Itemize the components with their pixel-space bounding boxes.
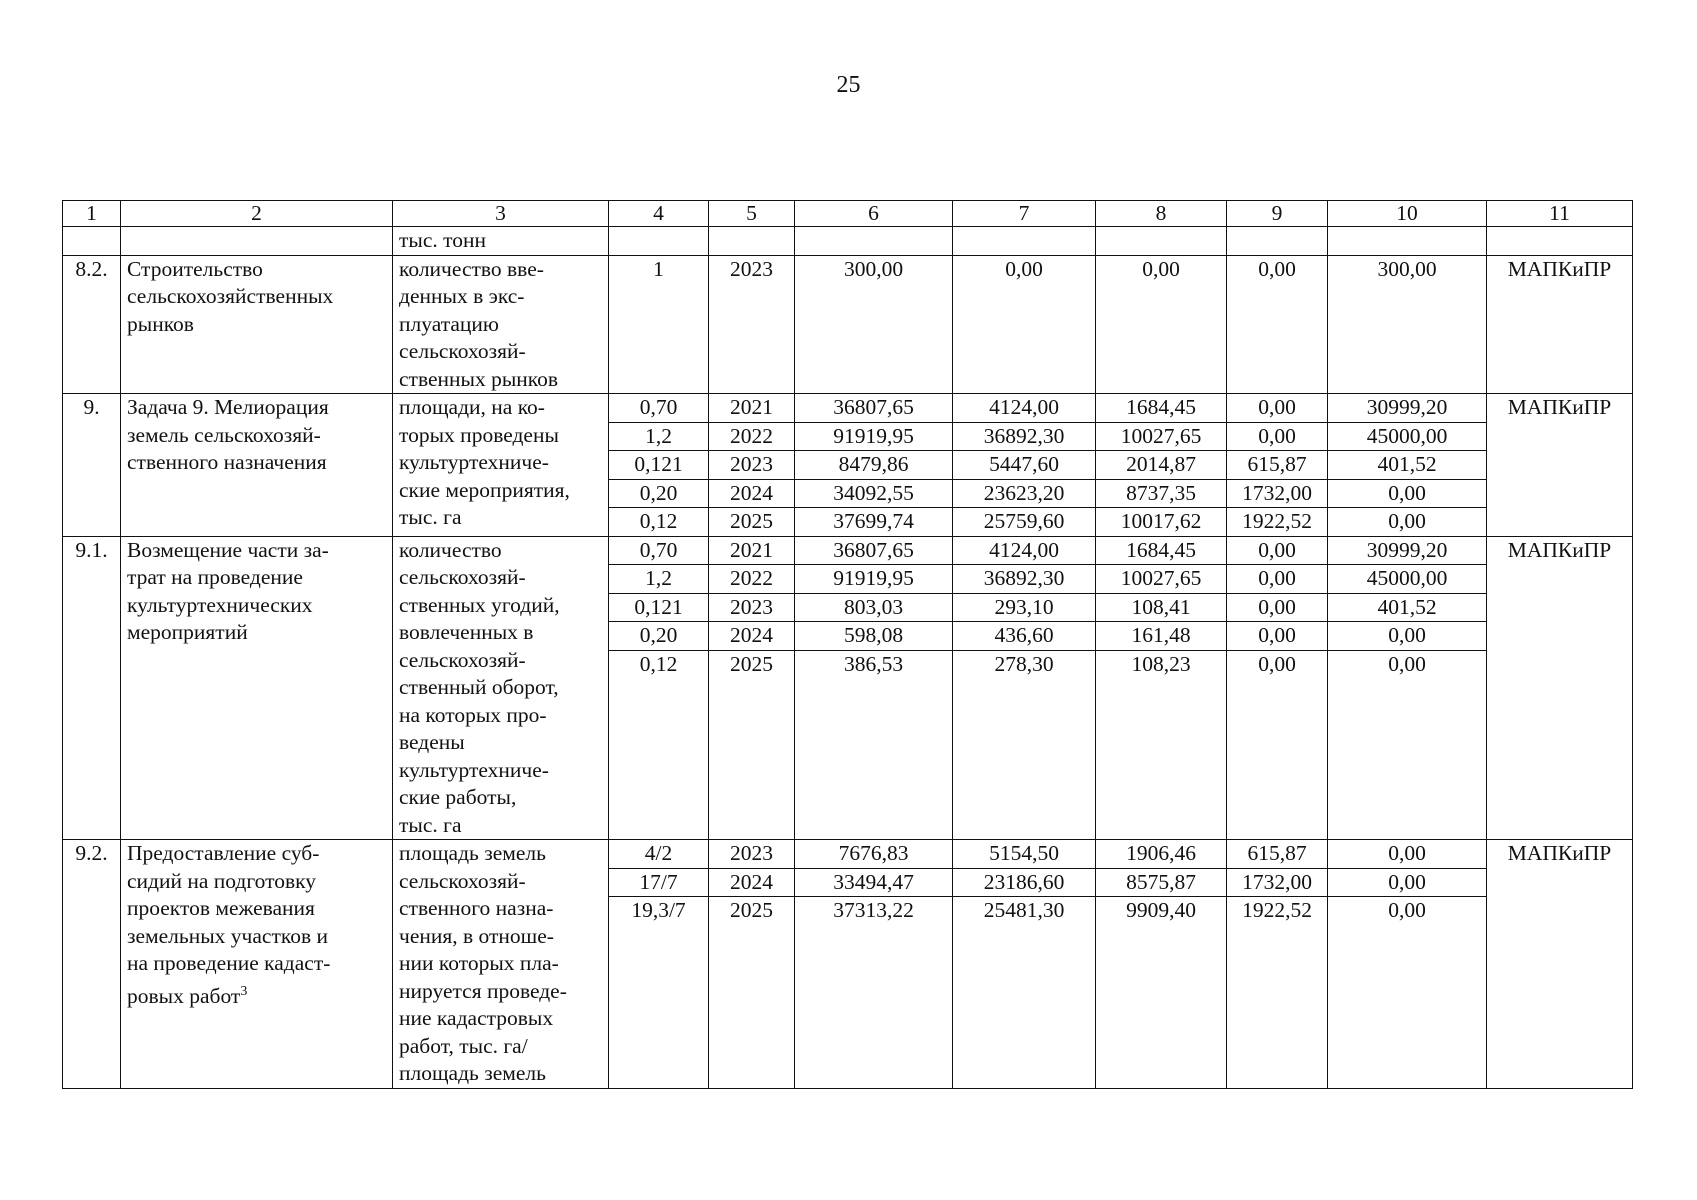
value-cell: 161,48 [1096,622,1226,651]
value-cell: 1906,46 [1096,840,1226,869]
value-column [1328,536,1487,840]
row-title [121,227,393,256]
responsible-org: МАПКиПР [1487,840,1633,1089]
table-row [63,255,1633,394]
value-column [795,840,953,1089]
column-number: 9 [1227,201,1328,227]
page-number: 25 [836,72,861,98]
responsible-org: МАПКиПР [1487,255,1633,394]
value-cell: 91919,95 [795,565,952,594]
value-cell: 10027,65 [1096,565,1226,594]
empty-cell [795,227,953,256]
empty-cell [609,227,709,256]
value-cell: 0,00 [1328,869,1486,898]
column-number: 1 [63,201,121,227]
value-cell: 8479,86 [795,451,952,480]
value-cell: 0,20 [609,480,708,509]
indicator-cell: количество вве- денных в экс- плуатацию сельскохозяй- ственных рынков [393,255,609,394]
value-cell: 2023 [709,451,794,480]
value-cell: 34092,55 [795,480,952,509]
empty-cell [1328,227,1487,256]
row-title-text: Возмещение части за- трат на проведение культуртехнических мероприятий [127,537,329,644]
value-cell: 1,2 [609,423,708,452]
value-cell: 2023 [709,255,795,394]
value-cell: 2024 [709,622,794,651]
value-cell: 401,52 [1328,451,1486,480]
table-row [63,536,1633,840]
value-cell: 2024 [709,869,794,898]
value-cell: 1684,45 [1096,394,1226,423]
value-column [1328,394,1487,537]
value-column [709,536,795,840]
value-cell: 2014,87 [1096,451,1226,480]
value-cell: 108,41 [1096,594,1226,623]
value-cell: 278,30 [994,651,1054,676]
row-title-text: Задача 9. Мелиорация земель сельскохозяй- ственного назначения [127,395,329,474]
program-table [62,200,1633,1089]
value-cell: 10017,62 [1120,509,1202,533]
row-number: 8.2. [63,255,121,394]
value-column [953,840,1096,1089]
value-cell: 1 [609,255,709,394]
value-cell: 2024 [709,480,794,509]
value-cell: 2021 [709,537,794,566]
value-cell: 23623,20 [953,480,1095,509]
value-cell: 17/7 [609,869,708,898]
value-cell: 2025 [730,898,773,922]
empty-cell [709,227,795,256]
value-cell: 2025 [730,509,773,533]
value-cell: 5447,60 [953,451,1095,480]
responsible-org: МАПКиПР [1487,536,1633,840]
value-cell: 8737,35 [1096,480,1226,509]
row-number: 9. [63,394,121,537]
value-column [795,536,953,840]
value-cell: 33494,47 [795,869,952,898]
responsible-org [1487,227,1633,256]
column-number: 7 [953,201,1096,227]
value-column [795,394,953,537]
value-cell: 1,2 [609,565,708,594]
value-column [1227,394,1328,537]
value-cell: 0,00 [1096,255,1227,394]
column-number: 3 [393,201,609,227]
column-number-header [63,201,1633,227]
value-column [609,394,709,537]
indicator-cell: тыс. тонн [393,227,609,256]
column-number: 10 [1328,201,1487,227]
value-cell: 2021 [709,394,794,423]
row-title [121,536,393,840]
row-title-text: Строительство сельскохозяйственных рынков [127,256,334,336]
value-cell: 2023 [709,840,794,869]
value-column [1227,536,1328,840]
value-column [709,394,795,537]
table-body [63,201,1633,1089]
value-cell: 0,00 [953,255,1096,394]
value-cell: 7676,83 [795,840,952,869]
value-cell: 30999,20 [1328,394,1486,423]
value-cell: 37313,22 [833,898,914,922]
value-cell: 615,87 [1227,840,1327,869]
value-cell: 1732,00 [1227,480,1327,509]
indicator-cell: количество сельскохозяй- ственных угодий, вовлеченных в сельскохозяй- ственный оборот, на которых про- ведены культуртехниче- ские работы, тыс. га [393,536,609,840]
value-cell: 0,00 [1227,622,1327,651]
row-title-text: Предоставление суб- сидий на подготовку проектов межевания земельных участков и на проведение кадаст- ровых работ [127,841,331,1008]
value-cell: 108,23 [1131,651,1191,676]
value-column [1227,840,1328,1089]
value-column [953,536,1096,840]
value-cell: 0,00 [1227,423,1327,452]
value-cell: 36807,65 [795,394,952,423]
value-cell: 0,00 [1227,537,1327,566]
table-row [63,227,1633,256]
value-column [1328,840,1487,1089]
value-cell: 2022 [709,565,794,594]
value-column [609,840,709,1089]
value-cell: 4/2 [609,840,708,869]
value-cell: 615,87 [1227,451,1327,480]
value-column [709,840,795,1089]
value-cell: 0,00 [1227,565,1327,594]
value-cell: 45000,00 [1328,423,1486,452]
empty-cell [953,227,1096,256]
value-cell: 300,00 [1328,255,1487,394]
value-cell: 37699,74 [833,509,914,533]
value-cell: 4124,00 [953,537,1095,566]
value-cell: 0,70 [609,537,708,566]
column-number: 8 [1096,201,1227,227]
value-cell: 25759,60 [983,509,1065,533]
value-cell: 36807,65 [795,537,952,566]
footnote-marker: 3 [240,983,248,999]
empty-cell [1227,227,1328,256]
value-cell: 0,00 [1388,898,1426,922]
value-cell: 30999,20 [1328,537,1486,566]
value-cell: 45000,00 [1328,565,1486,594]
value-cell: 293,10 [953,594,1095,623]
value-cell: 0,00 [1328,480,1486,509]
value-cell: 5154,50 [953,840,1095,869]
value-cell: 0,00 [1258,651,1296,676]
value-cell: 401,52 [1328,594,1486,623]
value-cell: 8575,87 [1096,869,1226,898]
value-cell: 19,3/7 [631,898,686,922]
value-cell: 2025 [730,651,773,676]
value-cell: 2023 [709,594,794,623]
row-number [63,227,121,256]
value-cell: 36892,30 [953,423,1095,452]
value-cell: 0,20 [609,622,708,651]
column-number: 5 [709,201,795,227]
value-cell: 9909,40 [1126,898,1196,922]
value-cell: 0,00 [1388,509,1426,533]
indicator-cell: площади, на ко- торых проведены культуртехниче- ские мероприятия, тыс. га [393,394,609,537]
value-cell: 0,00 [1388,651,1426,676]
value-cell: 4124,00 [953,394,1095,423]
value-cell: 803,03 [795,594,952,623]
value-cell: 91919,95 [795,423,952,452]
value-cell: 0,00 [1227,394,1327,423]
value-cell: 1732,00 [1227,869,1327,898]
value-cell: 0,00 [1227,255,1328,394]
value-cell: 0,121 [609,451,708,480]
column-number: 6 [795,201,953,227]
value-column [1096,536,1227,840]
value-cell: 23186,60 [953,869,1095,898]
value-cell: 1922,52 [1242,509,1312,533]
table-row [63,394,1633,537]
value-cell: 0,70 [609,394,708,423]
value-cell: 0,121 [609,594,708,623]
row-title [121,394,393,537]
value-cell: 36892,30 [953,565,1095,594]
indicator-cell: площадь земель сельскохозяй- ственного назна- чения, в отноше- нии которых пла- нируется проведе- ние кадастровых работ, тыс. га/ площадь земель [393,840,609,1089]
value-cell: 25481,30 [983,898,1065,922]
responsible-org: МАПКиПР [1487,394,1633,537]
value-column [953,394,1096,537]
row-number: 9.2. [63,840,121,1089]
row-title [121,840,393,1089]
column-number: 2 [121,201,393,227]
value-cell: 10027,65 [1096,423,1226,452]
value-cell: 300,00 [795,255,953,394]
value-cell: 598,08 [795,622,952,651]
value-cell: 0,00 [1227,594,1327,623]
row-number: 9.1. [63,536,121,840]
value-cell: 0,00 [1328,840,1486,869]
table-row [63,840,1633,1089]
column-number: 4 [609,201,709,227]
value-cell: 2022 [709,423,794,452]
empty-cell [1096,227,1227,256]
value-column [609,536,709,840]
value-cell: 0,12 [639,651,678,676]
value-cell: 386,53 [843,651,904,676]
column-number: 11 [1487,201,1633,227]
value-cell: 436,60 [953,622,1095,651]
value-column [1096,840,1227,1089]
row-title [121,255,393,394]
value-column [1096,394,1227,537]
value-cell: 0,12 [639,509,678,533]
value-cell: 1922,52 [1242,898,1312,922]
value-cell: 1684,45 [1096,537,1226,566]
value-cell: 0,00 [1328,622,1486,651]
